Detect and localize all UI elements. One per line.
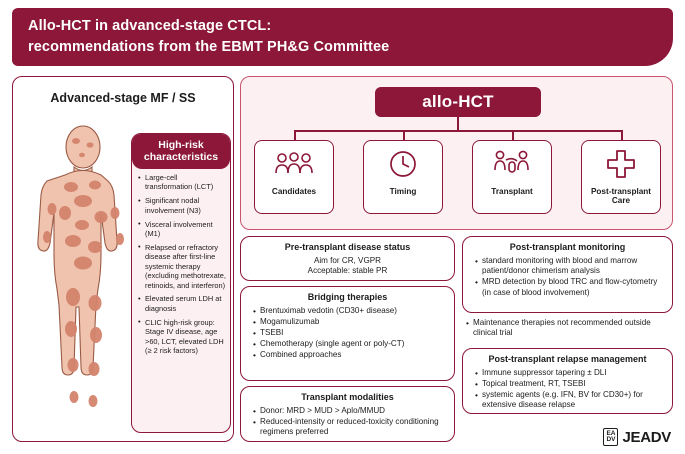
bridging-list <box>249 306 446 360</box>
list-item: • Immune suppressor tapering ± DLI <box>482 368 664 378</box>
connector-stem-candidates <box>294 130 296 140</box>
list-item: • TSEBI <box>260 328 446 338</box>
box-title: Bridging therapies <box>307 292 388 302</box>
box-title: Post-transplant relapse management <box>488 354 647 364</box>
list-item: • Elevated serum LDH at diagnosis <box>145 294 226 313</box>
list-item: • Mogamulizumab <box>260 317 446 327</box>
list-item: • Reduced-intensity or reduced-toxicity conditioning regimens preferred <box>260 417 446 438</box>
list-item: • Large-cell transformation (LCT) <box>145 173 226 192</box>
logo-mark-line2: DV <box>606 436 616 443</box>
advanced-stage-panel <box>12 76 234 442</box>
three-people-icon <box>274 141 314 187</box>
high-risk-list <box>132 173 230 355</box>
advanced-stage-title: Advanced-stage MF / SS <box>50 91 196 105</box>
patient-body-skin-lesions-icon <box>27 121 139 431</box>
list-item: • Significant nodal involvement (N3) <box>145 196 226 215</box>
connector-stem-post-transplant <box>621 130 623 140</box>
medical-cross-icon <box>605 141 637 187</box>
connector-horizontal <box>294 130 621 132</box>
allo-hct-title: allo-HCT <box>375 87 541 117</box>
list-item: • Relapsed or refractory disease after first-line systemic therapy (excluding methotrexate, retinoids, and interferon) <box>145 243 226 290</box>
post-transplant-relapse-box <box>462 348 673 414</box>
card-post-transplant-care[interactable] <box>581 140 661 214</box>
connector-vertical <box>457 117 459 131</box>
connector-stem-timing <box>403 130 405 140</box>
list-item: • MRD detection by blood TRC and flow-cytometry (in case of blood involvement) <box>482 277 664 298</box>
donor-recipient-transfusion-icon <box>492 141 532 187</box>
pre-transplant-status-box <box>240 236 455 281</box>
connector-stem-transplant <box>512 130 514 140</box>
bridging-therapies-box <box>240 286 455 381</box>
box-title: Post-transplant monitoring <box>509 242 626 252</box>
monitoring-list <box>471 256 664 298</box>
high-risk-title: High-risk characteristics <box>132 134 230 169</box>
high-risk-characteristics-box <box>131 133 231 433</box>
page-title-line1: Allo-HCT in advanced-stage CTCL: <box>28 18 272 34</box>
list-item: • Topical treatment, RT, TSEBI <box>482 379 664 389</box>
card-transplant[interactable] <box>472 140 552 214</box>
box-line: Acceptable: stable PR <box>307 266 388 276</box>
list-item: • Brentuximab vedotin (CD30+ disease) <box>260 306 446 316</box>
page-header <box>12 8 673 66</box>
card-timing[interactable] <box>363 140 443 214</box>
clock-icon <box>387 141 419 187</box>
list-item: • standard monitoring with blood and marrow patient/donor chimerism analysis <box>482 256 664 277</box>
card-label: Post-transplant Care <box>590 187 652 205</box>
page-title-line2: recommendations from the EBMT PH&G Committee <box>28 39 390 55</box>
card-label: Transplant <box>491 187 533 196</box>
box-line: Aim for CR, VGPR <box>313 256 381 265</box>
card-label: Candidates <box>271 187 317 196</box>
post-transplant-monitoring-box <box>462 236 673 313</box>
list-item: • systemic agents (e.g. IFN, BV for CD30+) for extensive disease relapse <box>482 390 664 411</box>
allo-hct-panel <box>240 76 673 230</box>
card-candidates[interactable] <box>254 140 334 214</box>
card-label: Timing <box>389 187 417 196</box>
list-item: • CLIC high-risk group: Stage IV disease, age >60, LCT, elevated LDH (≥ 2 risk factors) <box>145 318 226 356</box>
list-item: • Donor: MRD > MUD > Aplo/MMUD <box>260 406 446 416</box>
jeadv-logo <box>603 428 671 446</box>
relapse-list <box>471 368 664 411</box>
list-item: • Chemotherapy (single agent or poly-CT) <box>260 339 446 349</box>
maintenance-note: • Maintenance therapies not recommended outside clinical trial <box>462 318 673 339</box>
transplant-modalities-box <box>240 386 455 442</box>
modalities-list <box>249 406 446 438</box>
logo-mark <box>603 428 618 446</box>
box-title: Pre-transplant disease status <box>284 242 411 252</box>
box-title: Transplant modalities <box>301 392 394 402</box>
list-item: • Combined approaches <box>260 350 446 360</box>
logo-text: JEADV <box>622 428 671 446</box>
list-item: • Visceral involvement (M1) <box>145 220 226 239</box>
logo-mark-line1: EA <box>606 429 616 437</box>
